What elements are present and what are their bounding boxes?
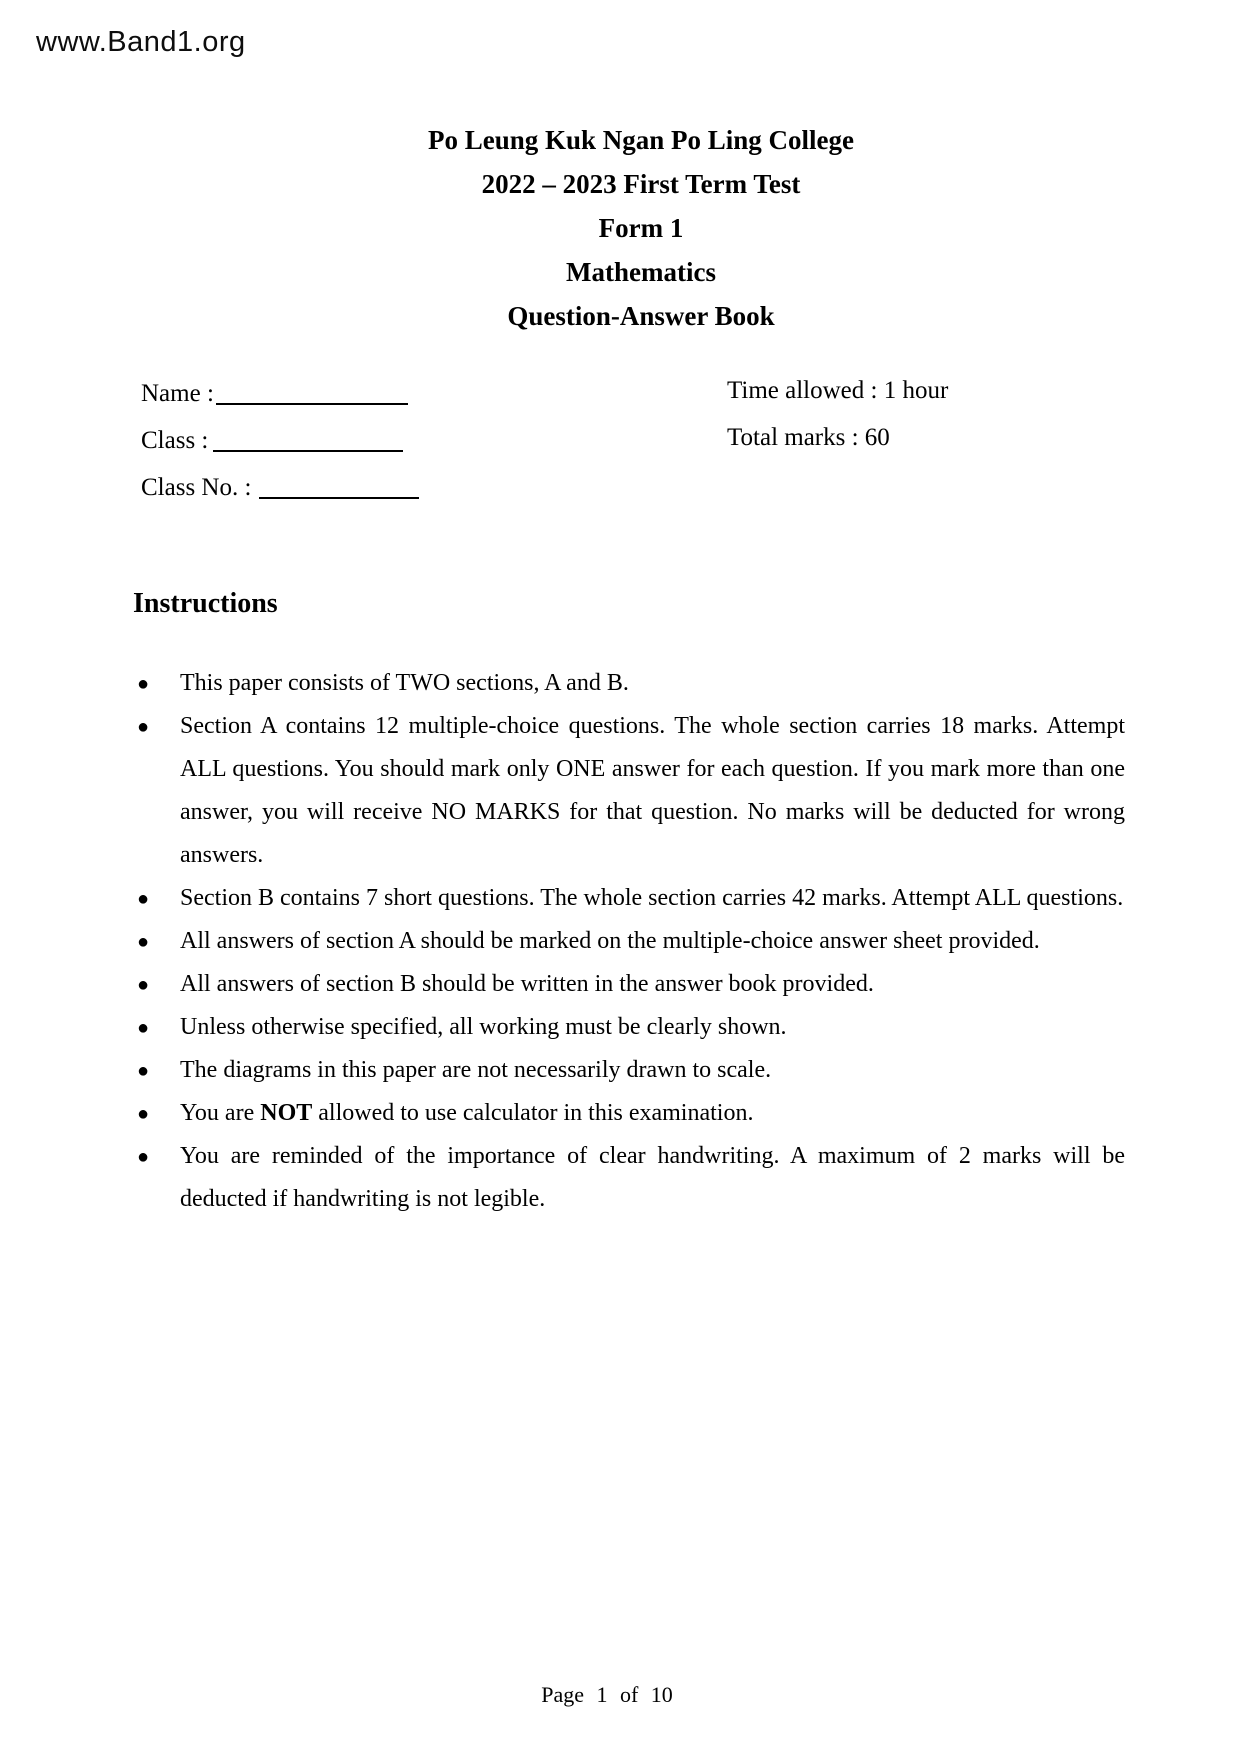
class-no-blank-line [259,471,419,499]
instruction-item: ● Section B contains 7 short questions. The whole section carries 42 marks. Attempt ALL questions. [137,877,1125,920]
class-row [141,424,403,455]
time-allowed: Time allowed : 1 hour [727,377,949,404]
instruction-item: ● You are NOT allowed to use calculator in this examination. [137,1092,1125,1135]
watermark-url: www.Band1.org [36,26,246,58]
title-block [133,118,1149,338]
term-title: 2022 – 2023 First Term Test [481,169,801,199]
class-label: Class : [141,427,209,454]
instruction-item: ● Section A contains 12 multiple-choice questions. The whole section carries 18 marks. Attempt ALL questions. You should mark only ONE answer for each question. If you mark more than one answer, you will receive NO MARKS for that question. No marks will be deducted for wrong answers. [137,705,1125,877]
total-marks: Total marks : 60 [727,424,890,451]
class-no-label: Class No. : [141,474,252,501]
name-row [141,377,408,408]
instruction-item: ● All answers of section A should be marked on the multiple-choice answer sheet provided. [137,920,1125,963]
name-label: Name : [141,380,214,407]
name-blank-line [216,377,408,405]
class-no-row [141,471,419,502]
instruction-item: ● All answers of section B should be written in the answer book provided. [137,963,1125,1006]
instructions-list [137,662,1125,1221]
form-level: Form 1 [598,213,684,243]
book-title: Question-Answer Book [507,301,775,331]
instruction-item: ● This paper consists of TWO sections, A and B. [137,662,1125,705]
instructions-heading: Instructions [133,588,278,619]
subject-title: Mathematics [566,257,716,287]
class-blank-line [213,424,403,452]
instruction-item: ● The diagrams in this paper are not necessarily drawn to scale. [137,1049,1125,1092]
page-number: Page 1 of 10 [541,1682,673,1707]
instruction-item: ● You are reminded of the importance of clear handwriting. A maximum of 2 marks will be deducted if handwriting is not legible. [137,1135,1125,1221]
school-name: Po Leung Kuk Ngan Po Ling College [427,125,855,155]
instruction-item: ● Unless otherwise specified, all working must be clearly shown. [137,1006,1125,1049]
